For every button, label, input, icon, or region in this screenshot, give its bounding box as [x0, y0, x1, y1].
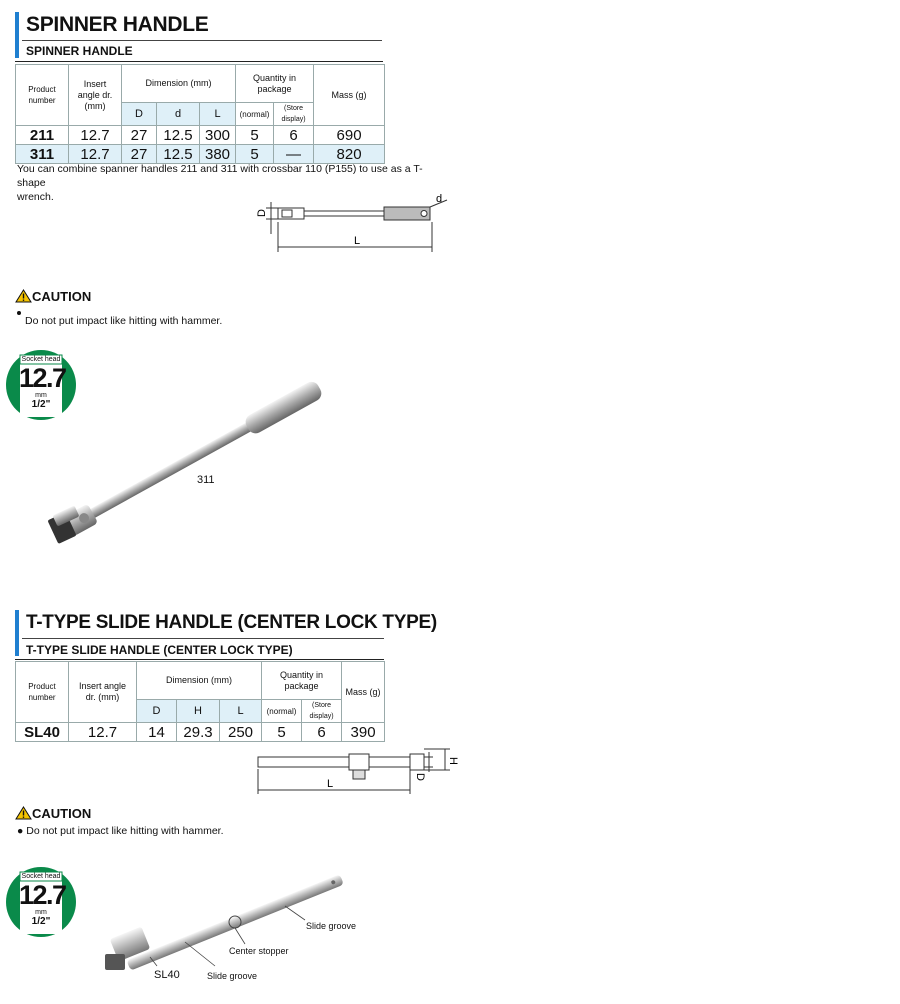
badge-inch: 1/2" [31, 916, 51, 927]
badge-unit: mm [35, 909, 47, 916]
cell-L: 250 [220, 723, 262, 742]
badge-top-label: Socket head [21, 873, 61, 880]
cell-mass: 690 [314, 126, 385, 145]
cell-L: 380 [200, 145, 236, 164]
cell-d: 12.5 [157, 126, 200, 145]
slide-handle-diagram [255, 744, 470, 796]
section-title: SPINNER HANDLE [26, 13, 209, 36]
title-divider [22, 638, 384, 639]
col-header-product: Product number [16, 662, 69, 723]
col-header-D: D [137, 700, 177, 723]
cell-store: 6 [274, 126, 314, 145]
col-header-normal: (normal) [236, 103, 274, 126]
dim-label-D: D [414, 773, 426, 781]
dim-label-L: L [327, 778, 334, 790]
cell-L: 300 [200, 126, 236, 145]
badge-unit: mm [35, 392, 47, 399]
spinner-handle-photo [40, 365, 350, 550]
col-header-store: (Store display) [274, 103, 314, 126]
note-line: wrench. [17, 191, 54, 203]
cell-product: SL40 [16, 723, 69, 742]
cell-product: 311 [16, 145, 69, 164]
cell-insert: 12.7 [69, 723, 137, 742]
subtitle-divider [15, 61, 383, 62]
section-accent-bar [15, 12, 19, 58]
callout-slide-groove: Slide groove [207, 971, 258, 981]
caution-title: CAUTION [32, 289, 92, 304]
badge-inch: 1/2" [31, 399, 51, 410]
table-row [16, 723, 385, 742]
dim-label-L: L [354, 235, 361, 247]
subtitle-divider [15, 659, 384, 660]
dim-label-D: D [256, 209, 268, 217]
badge-size: 12.7 [19, 363, 66, 393]
col-header-mass: Mass (g) [314, 65, 385, 126]
col-header-D: D [122, 103, 157, 126]
cell-H: 29.3 [177, 723, 220, 742]
note-line: You can combine spanner handles 211 and 311 with crossbar 110 (P155) to use as a T-shape [17, 163, 423, 189]
warning-icon [15, 289, 32, 303]
spec-table [15, 64, 385, 164]
cell-D: 14 [137, 723, 177, 742]
cell-store: 6 [302, 723, 342, 742]
caution-text: ● Do not put impact like hitting with hammer. [17, 825, 224, 837]
cell-store: — [274, 145, 314, 164]
section-title: T-TYPE SLIDE HANDLE (CENTER LOCK TYPE) [26, 612, 437, 633]
cell-mass: 820 [314, 145, 385, 164]
section-accent-bar [15, 610, 19, 656]
col-header-d: d [157, 103, 200, 126]
col-header-L: L [220, 700, 262, 723]
cell-insert: 12.7 [69, 145, 122, 164]
spinner-handle-diagram [252, 194, 452, 256]
callout-slide-groove: Slide groove [306, 921, 357, 931]
table-row [16, 145, 385, 164]
warning-icon [15, 806, 32, 820]
cell-mass: 390 [342, 723, 385, 742]
section-subtitle: T-TYPE SLIDE HANDLE (CENTER LOCK TYPE) [26, 643, 293, 657]
cell-normal: 5 [262, 723, 302, 742]
cell-insert: 12.7 [69, 126, 122, 145]
col-header-dimension: Dimension (mm) [137, 662, 262, 700]
cell-D: 27 [122, 126, 157, 145]
col-header-L: L [200, 103, 236, 126]
col-header-product: Product number [16, 65, 69, 126]
col-header-insert: Insert angle dr. (mm) [69, 65, 122, 126]
cell-d: 12.5 [157, 145, 200, 164]
table-row [16, 126, 385, 145]
bullet-icon [17, 311, 21, 315]
dim-label-d: d [436, 194, 443, 205]
section-subtitle: SPINNER HANDLE [26, 44, 133, 58]
title-divider [22, 40, 382, 41]
caution-text: Do not put impact like hitting with hammer. [25, 315, 223, 327]
col-header-normal: (normal) [262, 700, 302, 723]
col-header-mass: Mass (g) [342, 662, 385, 723]
col-header-quantity: Quantity in package [236, 65, 314, 103]
socket-head-badge [5, 866, 77, 938]
photo-label: SL40 [154, 969, 180, 981]
callout-center-stopper: Center stopper [229, 946, 289, 956]
spec-table [15, 661, 385, 742]
caution-title: CAUTION [32, 806, 92, 821]
badge-top-label: Socket head [21, 356, 61, 363]
col-header-H: H [177, 700, 220, 723]
cell-normal: 5 [236, 126, 274, 145]
col-header-insert: Insert angle dr. (mm) [69, 662, 137, 723]
badge-size: 12.7 [19, 880, 66, 910]
photo-label: 311 [197, 474, 215, 486]
col-header-quantity: Quantity in package [262, 662, 342, 700]
col-header-dimension: Dimension (mm) [122, 65, 236, 103]
cell-D: 27 [122, 145, 157, 164]
cell-product: 211 [16, 126, 69, 145]
cell-normal: 5 [236, 145, 274, 164]
dim-label-H: H [447, 757, 459, 765]
col-header-store: (Store display) [302, 700, 342, 723]
